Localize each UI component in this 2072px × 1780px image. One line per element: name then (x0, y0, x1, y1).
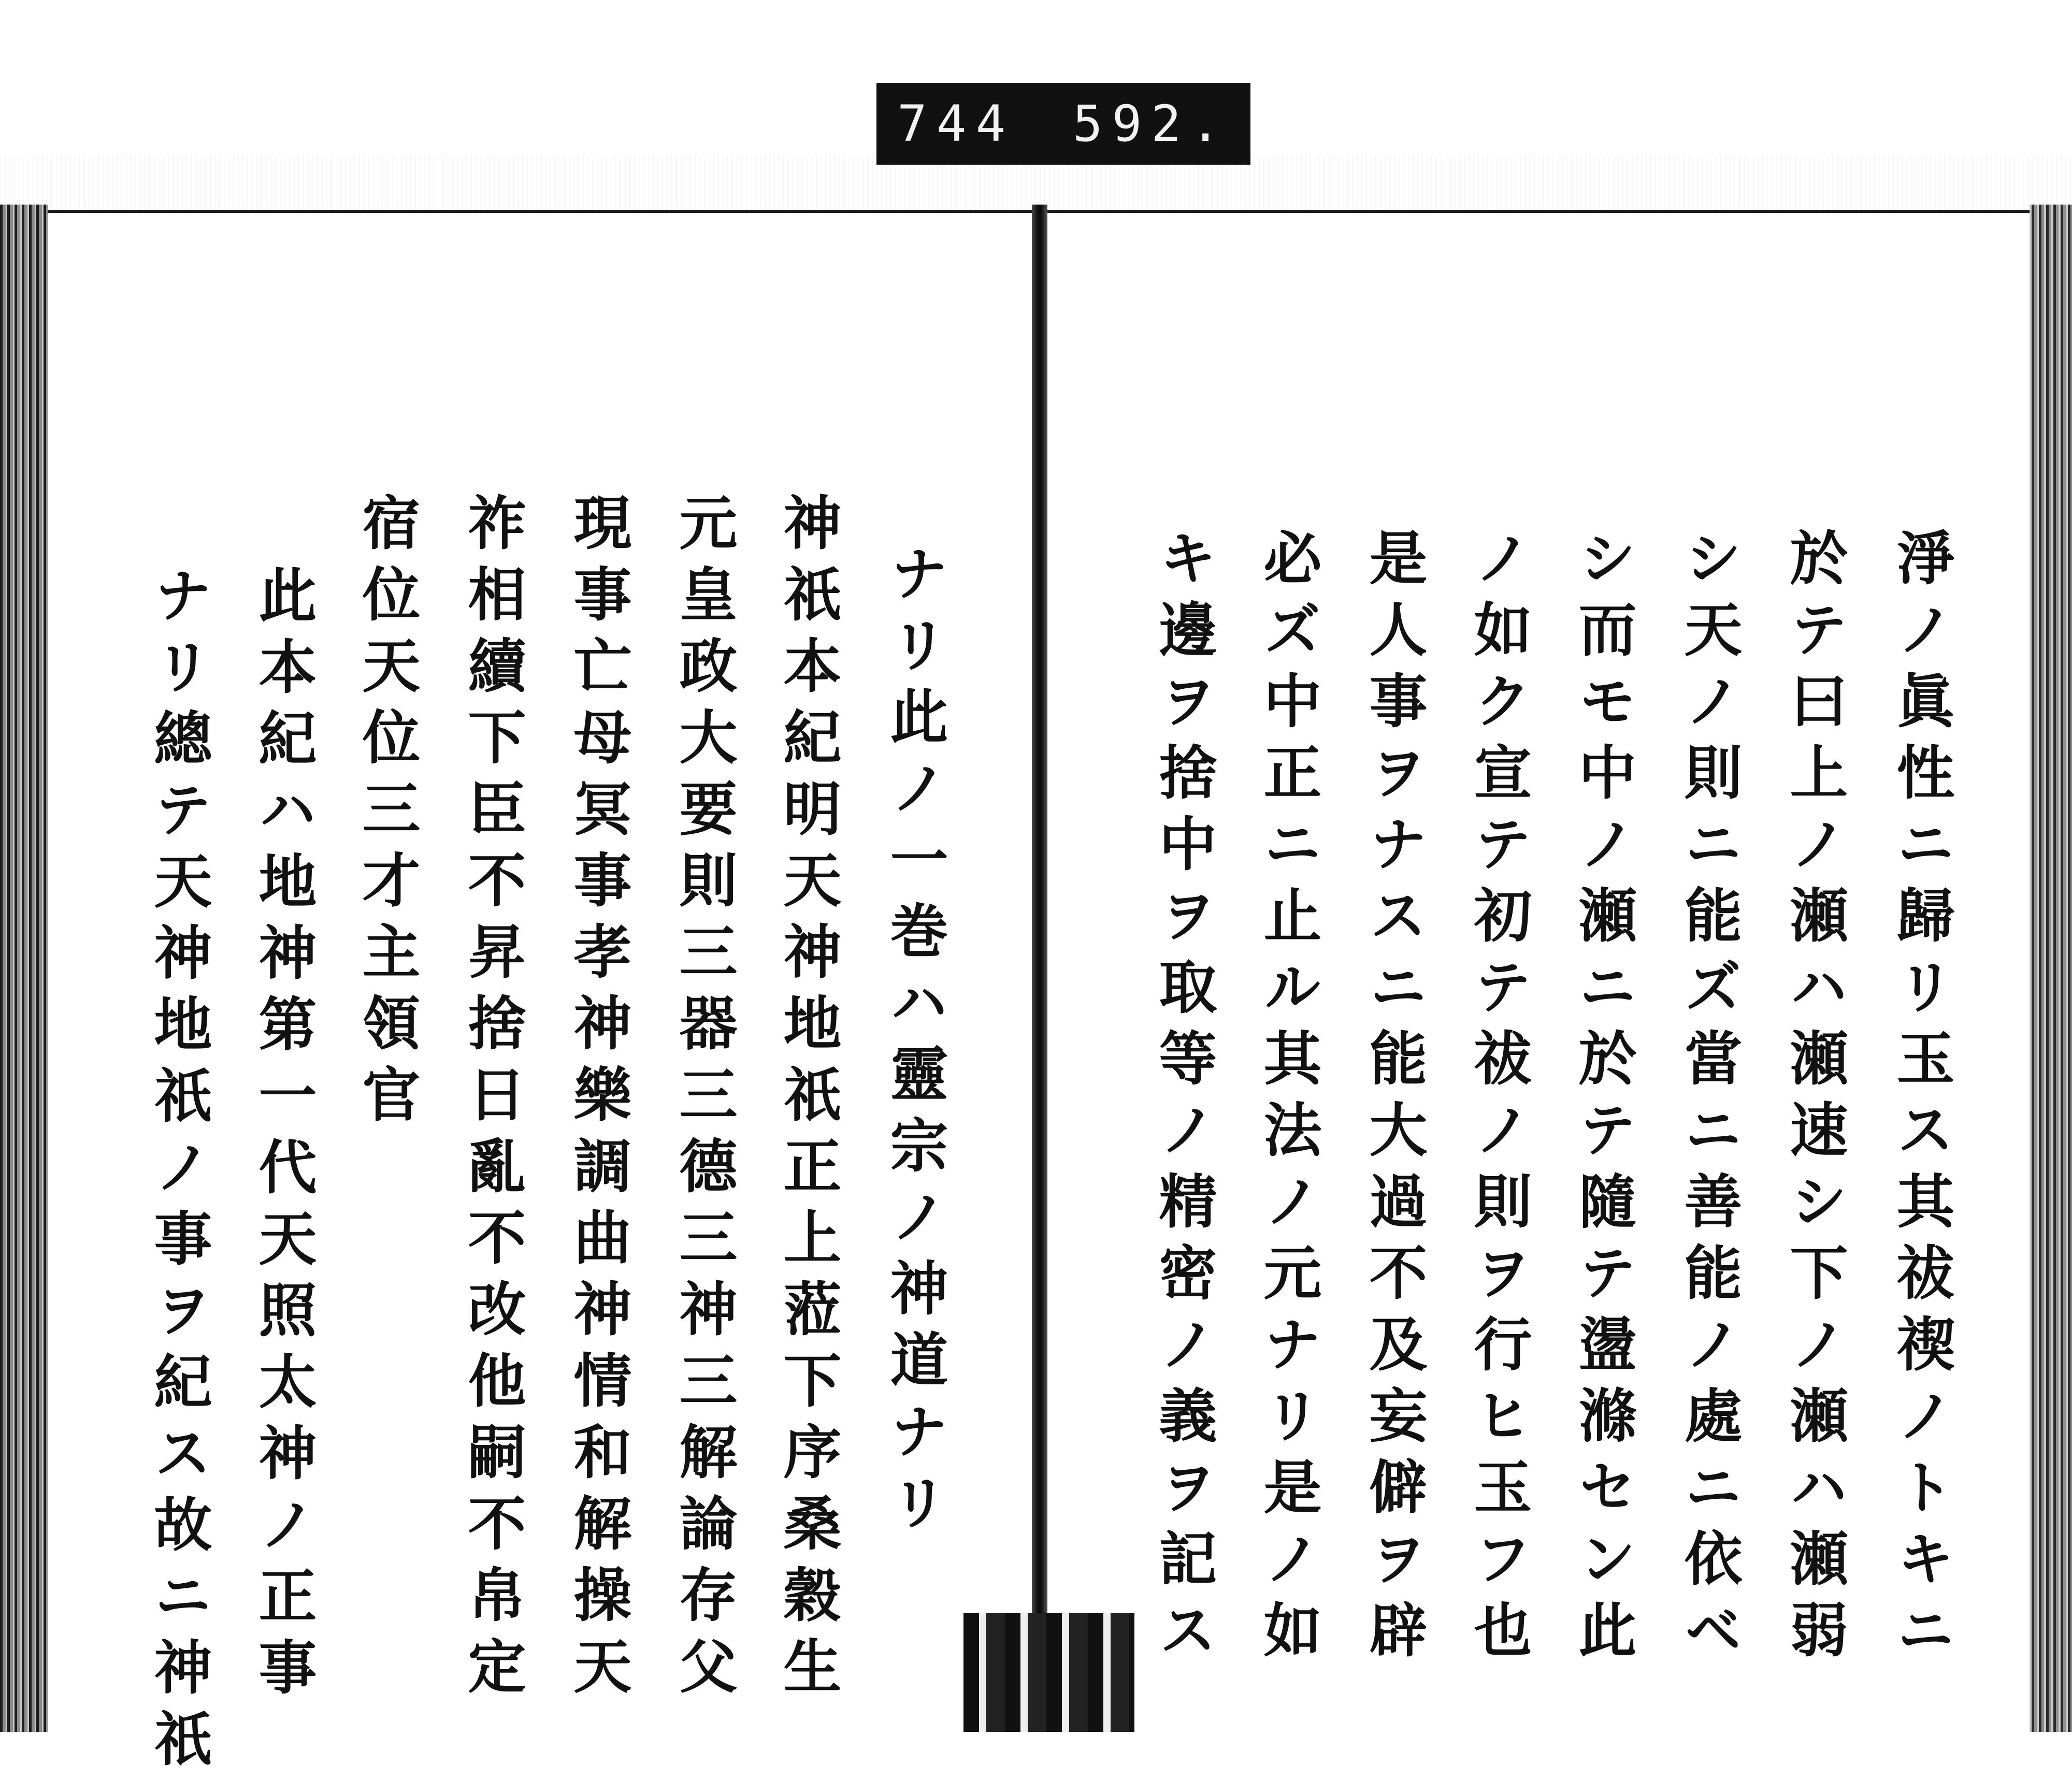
right-page-column-6: 是人事ヲナスニ能大過不及妄僻ヲ辟 (1360, 528, 1428, 1671)
catalog-number-left: 744 (897, 95, 1015, 153)
right-page-column-2: 於テ曰上ノ瀬ハ瀬速シ下ノ瀬ハ瀬弱 (1780, 528, 1848, 1671)
catalog-label (876, 83, 1250, 165)
left-page-column-1: ナリ此ノ一巻ハ靈宗ノ神道ナリ (881, 543, 948, 1544)
right-page (1047, 210, 2030, 1671)
left-page (48, 210, 1032, 1780)
catalog-number-right: 592. (1072, 95, 1230, 153)
right-page-column-7: 必ズ中正ニ止ル其法ノ元ナリ是ノ如 (1254, 528, 1322, 1671)
right-page-column-3: シ天ノ則ニ能ズ當ニ善能ノ處ニ依ベ (1675, 528, 1743, 1671)
open-book (0, 205, 2072, 1780)
right-page-column-8: キ邊ヲ捨中ヲ取等ノ精密ノ義ヲ記ス (1149, 528, 1217, 1671)
book-binding-foot (963, 1613, 1134, 1732)
right-page-column-1: 淨ノ眞性ニ歸リ玉ス其祓禊ノトキニ (1887, 528, 1955, 1671)
page-stack-left (0, 205, 48, 1732)
book-gutter (1032, 205, 1047, 1732)
right-page-column-5: ノ如ク宣テ初テ祓ノ則ヲ行ヒ玉フ也 (1464, 528, 1532, 1671)
left-page-column-8: ナリ總テ天神地祇ノ事ヲ紀ス故ニ神祇 (145, 565, 212, 1780)
left-page-column-6: 宿位天位三才主領官 (353, 493, 421, 1136)
right-page-column-4: シ而モ中ノ瀬ニ於テ隨テ盪滌セン此 (1569, 528, 1637, 1671)
left-page-column-5: 祚相續下臣不昇捨日亂不改他嗣不帛定 (458, 493, 526, 1707)
left-page-column-4: 現事亡母冥事孝神樂調曲神情和解操天 (564, 493, 632, 1707)
left-page-column-7: 此本紀ハ地神第一代天照太神ノ正事 (249, 565, 317, 1709)
left-page-column-2: 神祇本紀明天神地祇正上蒞下序桑穀生 (774, 493, 842, 1707)
left-page-column-3: 元皇政大要則三器三德三神三解論存父 (670, 493, 738, 1707)
page-stack-right (2030, 205, 2072, 1732)
